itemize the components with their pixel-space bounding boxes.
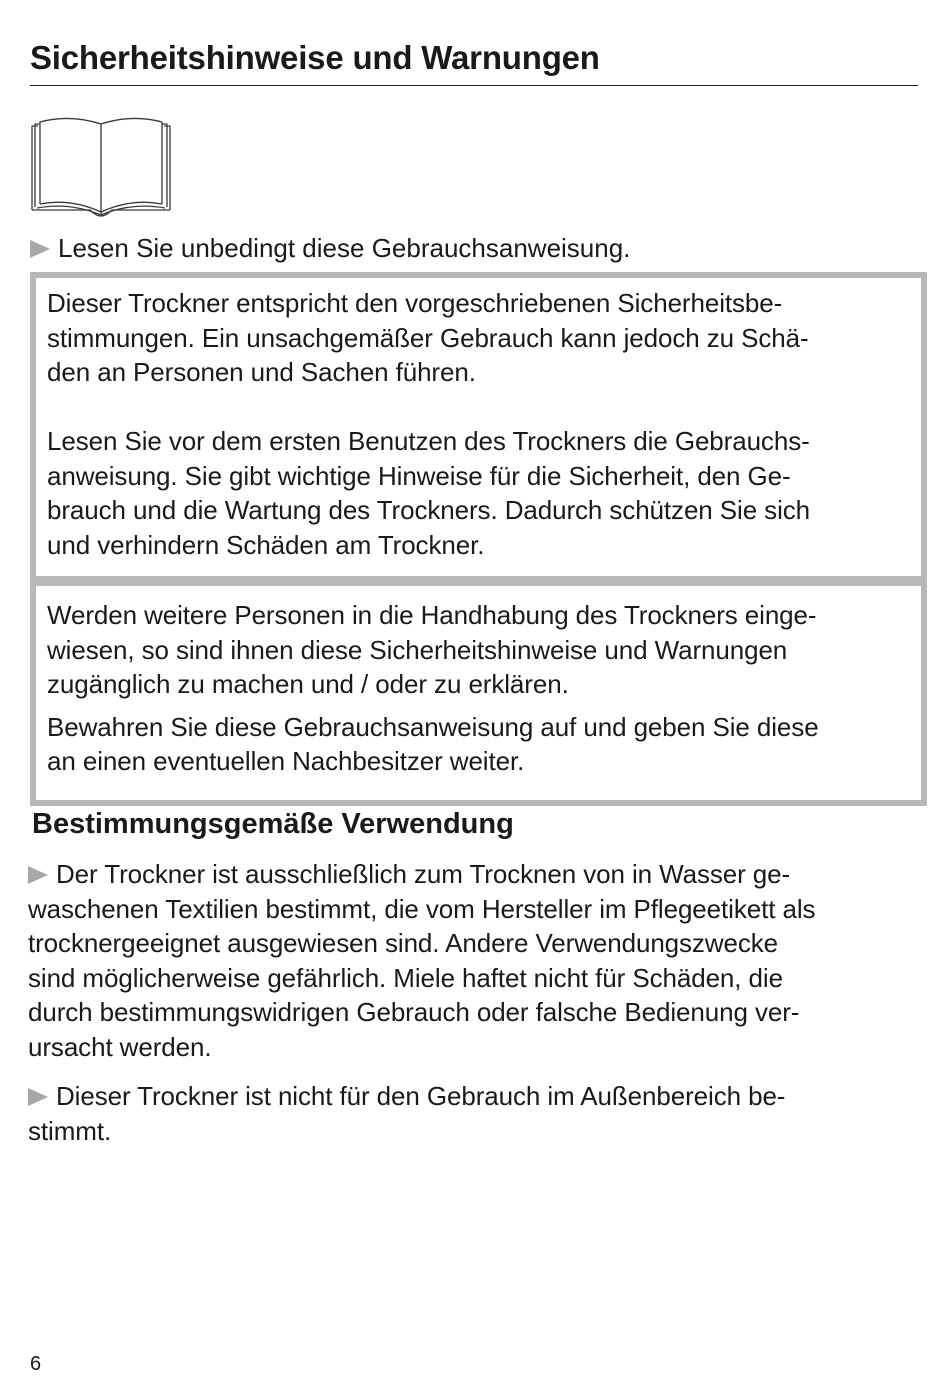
title-rule: [30, 85, 918, 86]
section-heading: Bestimmungsgemäße Verwendung: [32, 808, 514, 840]
page-number: 6: [30, 1353, 42, 1375]
notice-paragraph: Werden weitere Personen in die Handhabung des Trockners einge- wiesen, so sind ihnen diese Sicherheitshinweise und Warnungen zugänglich zu machen und / oder zu erklären.: [47, 600, 817, 699]
body-paragraph-intended-use: Der Trockner ist ausschließlich zum Trocknen von in Wasser ge- waschenen Textilien bestimmt, die vom Hersteller im Pflegeetikett als trocknergeeignet ausgewiesen sind. Andere Verwendungszwecke sind möglicherweise gefährlich. Miele haftet nicht für Schäden, die durch bestimmungswidrigen Gebrauch oder falsche Bedienung ver- ursacht werden.: [28, 859, 816, 1062]
notice-paragraph: Dieser Trockner entspricht den vorgeschriebenen Sicherheitsbe- stimmungen. Ein unsachgemäßer Gebrauch kann jedoch zu Schä- den an Personen und Sachen führen.: [47, 288, 809, 387]
notice-box-instruction: [30, 580, 927, 806]
instruction-line: [30, 230, 910, 266]
notice-paragraph: Bewahren Sie diese Gebrauchsanweisung auf und geben Sie diese an einen eventuellen Nachbesitzer weiter.: [47, 711, 819, 776]
notice-paragraph: Lesen Sie vor dem ersten Benutzen des Trockners die Gebrauchs- anweisung. Sie gibt wichtige Hinweise für die Sicherheit, den Ge- brauch und die Wartung des Trockners. Dadurch schützen Sie sich und verhindern Schäden am Trockner.: [47, 426, 811, 560]
open-book-icon: [30, 112, 172, 218]
triangle-arrow-icon: [28, 866, 48, 884]
instruction-text: Lesen Sie unbedingt diese Gebrauchsanweisung.: [58, 233, 631, 263]
body-paragraph-outdoor: Dieser Trockner ist nicht für den Gebrauch im Außenbereich be- stimmt.: [28, 1081, 786, 1146]
notice-box-safety: [30, 272, 927, 582]
triangle-arrow-icon: [28, 1088, 48, 1106]
page-title: Sicherheitshinweise und Warnungen: [30, 39, 600, 76]
triangle-arrow-icon: [30, 240, 50, 258]
